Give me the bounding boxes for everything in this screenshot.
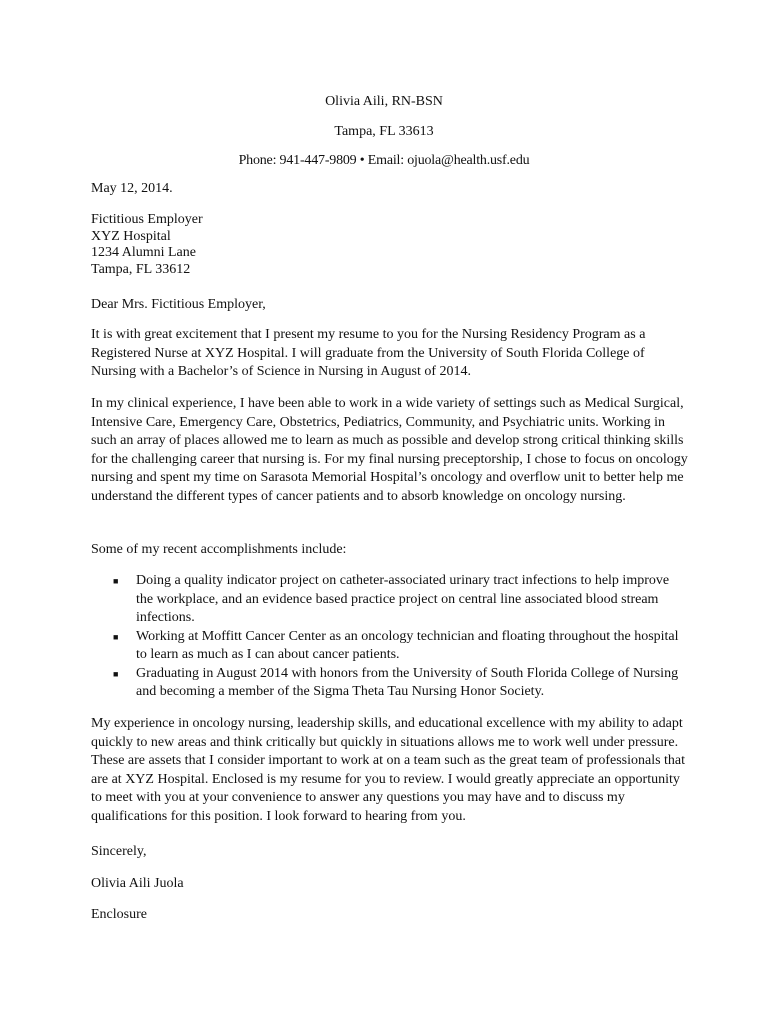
square-bullet-icon: ■: [113, 668, 119, 679]
letter-date: May 12, 2014.: [91, 181, 173, 196]
sender-contact: Phone: 941-447-9809 • Email: ojuola@health.usf.edu: [238, 153, 530, 168]
enclosure-note: Enclosure: [91, 907, 147, 922]
body-paragraph-3: My experience in oncology nursing, leadership skills, and educational excellence with my ability to adapt quickly to new areas and think critically but quickly in situations allows me to work well under pressure. These are assets that I consider important to work at on a team such as the great team of professionals that are at XYZ Hospital. Enclosed is my resume for you to review. I would greatly appreciate an opportunity to meet with you at your convenience to answer any questions you may have and to discuss my qualifications for this position. I look forward to hearing from you.: [91, 716, 686, 824]
square-bullet-icon: ■: [113, 631, 119, 642]
square-bullet-icon: ■: [113, 576, 119, 586]
closing: Sincerely,: [91, 844, 147, 859]
body-paragraph-2: In my clinical experience, I have been able to work in a wide variety of settings such as Medical Surgical, Intensive Care, Emergency Care, Obstetrics, Pediatrics, Community, and Psychiatric units. Working in such an array of places allowed me to learn as much as possible and develop strong critical thinking skills for the challenging career that nursing is. For my final nursing preceptorship, I chose to focus on oncology nursing and spent my time on Sarasota Memorial Hospital’s oncology and overflow unit to better help me understand the different types of cancer patients and to absorb knowledge on oncology nursing.: [91, 396, 688, 504]
recipient-line-2: XYZ Hospital: [91, 228, 171, 244]
list-item: [113, 572, 688, 628]
accomplishments-intro: Some of my recent accomplishments include:: [91, 542, 347, 557]
list-item: [113, 665, 688, 702]
list-item-text: Graduating in August 2014 with honors from the University of South Florida College of Nursing and becoming a member of the Sigma Theta Tau Nursing Honor Society.: [136, 665, 679, 699]
body-paragraph-1: It is with great excitement that I present my resume to you for the Nursing Residency Program as a Registered Nurse at XYZ Hospital. I will graduate from the University of South Florida College of Nursing with a Bachelor’s of Science in Nursing in August of 2014.: [91, 327, 646, 379]
list-item-text: Doing a quality indicator project on catheter-associated urinary tract infections to help improve the workplace, and an evidence based practice project on central line associated blood stream infections.: [136, 573, 670, 625]
list-item-text: Working at Moffitt Cancer Center as an oncology technician and floating throughout the hospital to learn as much as I can about cancer patients.: [136, 628, 679, 662]
accomplishments-list: [113, 572, 688, 702]
recipient-line-3: 1234 Alumni Lane: [91, 245, 196, 260]
list-item: [113, 628, 688, 665]
recipient-line-1: Fictitious Employer: [91, 212, 203, 227]
signature-name: Olivia Aili Juola: [91, 876, 184, 891]
recipient-line-4: Tampa, FL 33612: [91, 261, 191, 277]
salutation: Dear Mrs. Fictitious Employer,: [91, 297, 266, 312]
sender-city: Tampa, FL 33613: [334, 124, 434, 139]
recipient-address: [91, 212, 691, 278]
sender-name: Olivia Aili, RN-BSN: [325, 94, 443, 109]
